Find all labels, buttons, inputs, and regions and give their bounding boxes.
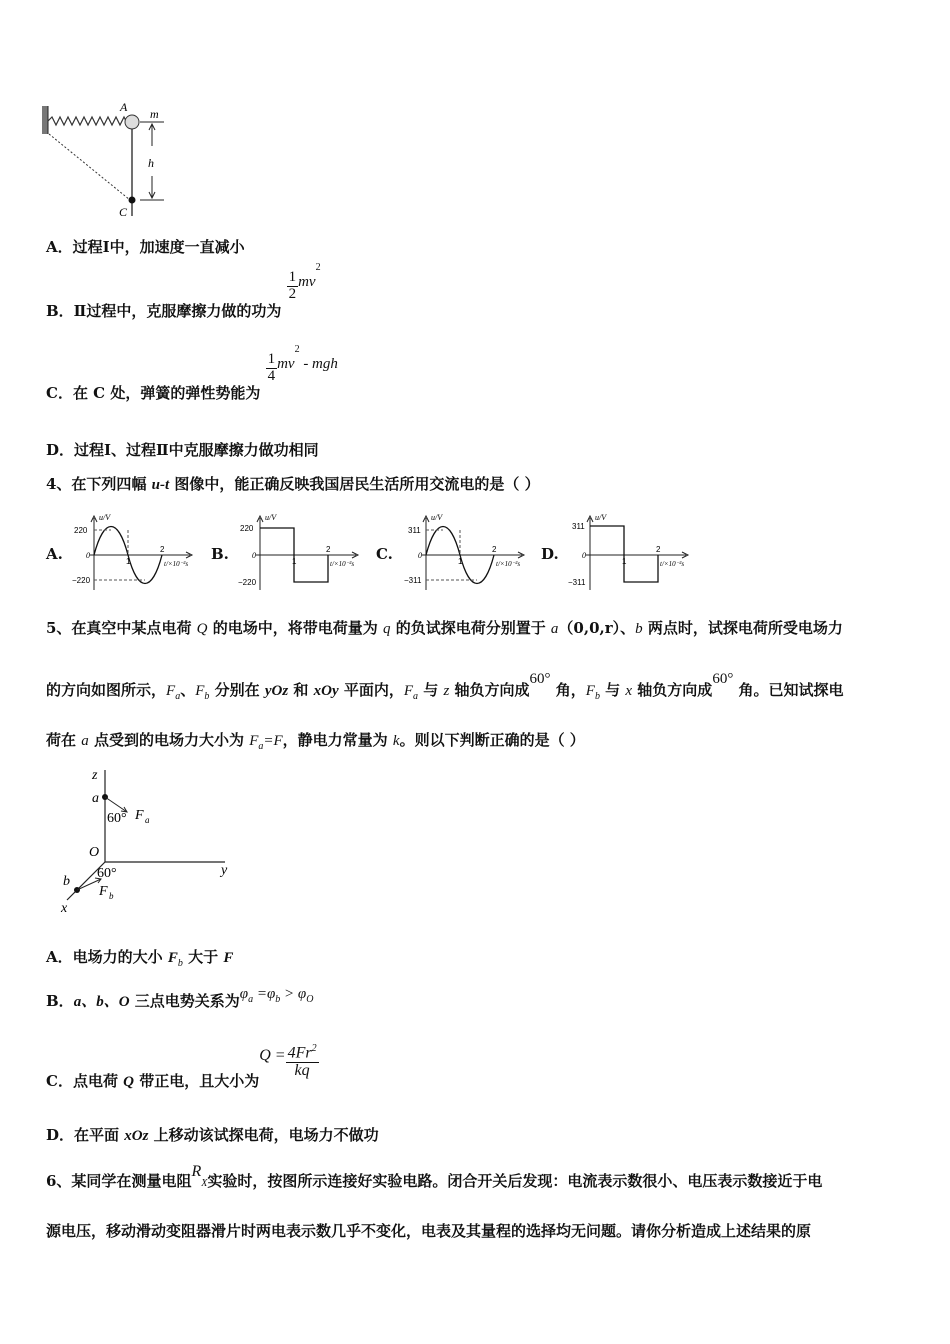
svg-text:−220: −220: [238, 578, 257, 587]
svg-text:2: 2: [656, 545, 661, 554]
q3-c-tail: - mgh: [299, 356, 338, 373]
svg-text:z: z: [92, 768, 98, 783]
svg-text:F: F: [99, 884, 108, 899]
svg-text:1: 1: [458, 557, 463, 566]
svg-text:0: 0: [418, 551, 422, 560]
svg-text:F: F: [135, 808, 144, 823]
svg-text:u/V: u/V: [431, 513, 443, 522]
q5-option-d: D．在平面 xOz 上移动该试探电荷，电场力不做功: [46, 1126, 379, 1144]
svg-text:u/V: u/V: [595, 513, 607, 522]
q3-option-b: B．Ⅱ过程中，克服摩擦力做的功为 $\frac{1}{2}$ $mv^2$: [46, 262, 321, 321]
svg-text:O: O: [89, 845, 100, 860]
q3-c-fraction: $\frac{1}{4}$: [267, 351, 276, 384]
svg-text:−311: −311: [404, 576, 422, 585]
svg-text:1: 1: [126, 557, 131, 566]
q4-option-a-label[interactable]: A.: [46, 545, 63, 563]
q4-stem: 4、在下列四幅 u-t 图像中，能正确反映我国居民生活所用交流电的是（ ）: [46, 475, 540, 493]
svg-text:−220: −220: [72, 576, 91, 585]
svg-text:t/×10⁻²s: t/×10⁻²s: [164, 560, 189, 568]
q6-stem-line-2: 源电压，移动滑动变阻器滑片时两电表示数几乎不变化，电表及其量程的选择均无问题。请你分析造成上述结果的原: [46, 1222, 812, 1240]
ring-at-A: [125, 115, 139, 129]
q4-option-a-graph[interactable]: [72, 512, 197, 594]
q4-option-c-label[interactable]: C.: [376, 545, 393, 563]
spring-slider-figure: [40, 98, 180, 223]
svg-text:x: x: [61, 901, 68, 916]
wall: [42, 106, 48, 134]
label-h: h: [148, 156, 154, 170]
svg-text:b: b: [109, 891, 114, 901]
label-C: C: [119, 205, 128, 219]
dashed-spring-path: [49, 134, 130, 200]
q5-option-c: C．点电荷 Q 带正电，且大小为Q = $\frac{4Fr^2}{kq}$: [46, 1043, 317, 1090]
q4-option-d-label[interactable]: D.: [541, 545, 559, 563]
q4-option-d-graph[interactable]: [568, 512, 693, 594]
label-m: m: [150, 107, 159, 121]
svg-text:60°: 60°: [97, 866, 117, 881]
svg-text:0: 0: [252, 551, 256, 560]
svg-text:a: a: [92, 791, 99, 806]
q3-b-fraction: $\frac{1}{2}$: [288, 269, 297, 302]
svg-text:y: y: [221, 863, 228, 878]
q5-option-a: A．电场力的大小 $F_b$ 大于 F: [46, 948, 234, 969]
svg-text:0: 0: [86, 551, 90, 560]
svg-text:220: 220: [240, 524, 254, 533]
svg-text:220: 220: [74, 526, 88, 535]
svg-text:2: 2: [326, 545, 331, 554]
svg-text:2: 2: [492, 545, 497, 554]
q4-option-b-graph[interactable]: [238, 512, 363, 594]
svg-text:311: 311: [408, 526, 421, 535]
svg-text:60°: 60°: [107, 811, 127, 826]
q3-option-c-text: C．在 C 处，弹簧的弹性势能为: [46, 384, 261, 403]
q4-option-b-label[interactable]: B.: [211, 545, 229, 563]
svg-text:1: 1: [622, 557, 627, 566]
q3-option-c: C．在 C 处，弹簧的弹性势能为 $\frac{1}{4}$ $mv^2$ - mgh: [46, 344, 338, 403]
q5-option-b: B．a、b、O 三点电势关系为$\varphi_a =\varphi_b > \varphi_O$: [46, 986, 314, 1010]
label-A: A: [120, 100, 128, 114]
svg-text:t/×10⁻²s: t/×10⁻²s: [660, 560, 685, 568]
q3-c-expr: mv: [277, 356, 295, 373]
svg-text:311: 311: [572, 522, 585, 531]
point-C: [129, 197, 136, 204]
svg-text:u/V: u/V: [99, 513, 111, 522]
svg-text:1: 1: [292, 557, 297, 566]
svg-text:u/V: u/V: [265, 513, 277, 522]
spring: [48, 117, 134, 125]
q3-b-expr: mv: [298, 274, 316, 291]
svg-text:b: b: [63, 874, 70, 889]
q6-stem-line-1: 6、某同学在测量电阻$R_X$实验时，按图所示连接好实验电路。闭合开关后发现：电流表示数很小、电压表示数接近于电: [46, 1163, 823, 1190]
svg-text:t/×10⁻²s: t/×10⁻²s: [330, 560, 355, 568]
q5-coordinate-figure: [55, 762, 245, 917]
svg-text:a: a: [145, 815, 150, 825]
q3-option-a: A．过程Ⅰ中，加速度一直减小: [46, 238, 245, 256]
svg-text:2: 2: [160, 545, 165, 554]
q3-option-b-text: B．Ⅱ过程中，克服摩擦力做的功为: [46, 302, 282, 321]
svg-text:−311: −311: [568, 578, 586, 587]
q5-stem-line-2: 的方向如图所示，$F_a$、$F_b$ 分别在 yOz 和 xOy 平面内，$F_a$ 与 z 轴负方向成60° 角，$F_b$ 与 x 轴负方向成60° 角。已知试探电: [46, 671, 844, 702]
svg-text:t/×10⁻²s: t/×10⁻²s: [496, 560, 521, 568]
q4-option-c-graph[interactable]: [404, 512, 529, 594]
svg-text:0: 0: [582, 551, 586, 560]
q3-option-d: D．过程Ⅰ、过程Ⅱ中克服摩擦力做功相同: [46, 441, 319, 459]
q5-stem-line-1: 5、在真空中某点电荷 Q 的电场中，将带电荷量为 q 的负试探电荷分别置于 a（0,0,r）、b 两点时，试探电荷所受电场力: [46, 619, 843, 637]
q5-stem-line-3: 荷在 a 点受到的电场力大小为 $F_a=F$，静电力常量为 k。则以下判断正确的是（ ）: [46, 731, 585, 752]
